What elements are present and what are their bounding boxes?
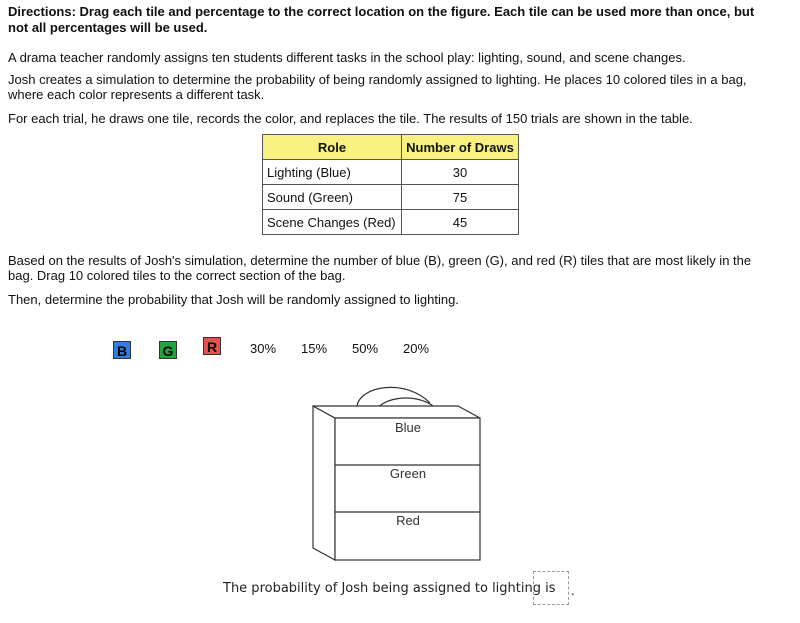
results-table [262, 134, 519, 235]
answer-drop-zone[interactable] [533, 571, 569, 605]
role-cell: Scene Changes (Red) [263, 210, 402, 235]
percentage-tile-20[interactable]: 20% [403, 341, 430, 356]
table-row [263, 185, 519, 210]
header-role: Role [263, 135, 402, 160]
draws-cell: 30 [402, 160, 519, 185]
header-draws: Number of Draws [402, 135, 519, 160]
percentage-tile-50[interactable]: 50% [352, 341, 379, 356]
answer-prompt: The probability of Josh being assigned to lighting is [223, 581, 556, 596]
draws-cell: 75 [402, 185, 519, 210]
red-tile[interactable]: R [203, 337, 221, 355]
table-row [263, 210, 519, 235]
green-tile[interactable]: G [159, 341, 177, 359]
table-header-row [263, 135, 519, 160]
bag-section-blue[interactable]: Blue [394, 420, 422, 435]
answer-period: . [571, 583, 575, 598]
draws-cell: 45 [402, 210, 519, 235]
role-cell: Lighting (Blue) [263, 160, 402, 185]
percentage-tile-30[interactable]: 30% [250, 341, 277, 356]
probability-paragraph: Then, determine the probability that Josh will be randomly assigned to lighting. [8, 292, 459, 307]
simulation-paragraph: Josh creates a simulation to determine the probability of being randomly assigned to lighting. He places 10 colored tiles in a bag, where each color represents a different task. [8, 72, 747, 102]
table-row [263, 160, 519, 185]
instruction-paragraph: Based on the results of Josh's simulation, determine the number of blue (B), green (G), and red (R) tiles that are most likely in the bag. Drag 10 colored tiles to the correct section of the bag. [8, 253, 752, 283]
role-cell: Sound (Green) [263, 185, 402, 210]
intro-paragraph: A drama teacher randomly assigns ten students different tasks in the school play: lighting, sound, and scene changes. [8, 50, 686, 65]
trials-paragraph: For each trial, he draws one tile, records the color, and replaces the tile. The results of 150 trials are shown in the table. [8, 111, 693, 126]
directions-text: Directions: Drag each tile and percentage to the correct location on the figure. Each tile can be used more than once, but not all percentages will be used. [8, 4, 755, 35]
bag-section-green[interactable]: Green [389, 466, 427, 481]
bag-section-red[interactable]: Red [396, 513, 420, 528]
percentage-tile-15[interactable]: 15% [301, 341, 328, 356]
blue-tile[interactable]: B [113, 341, 131, 359]
